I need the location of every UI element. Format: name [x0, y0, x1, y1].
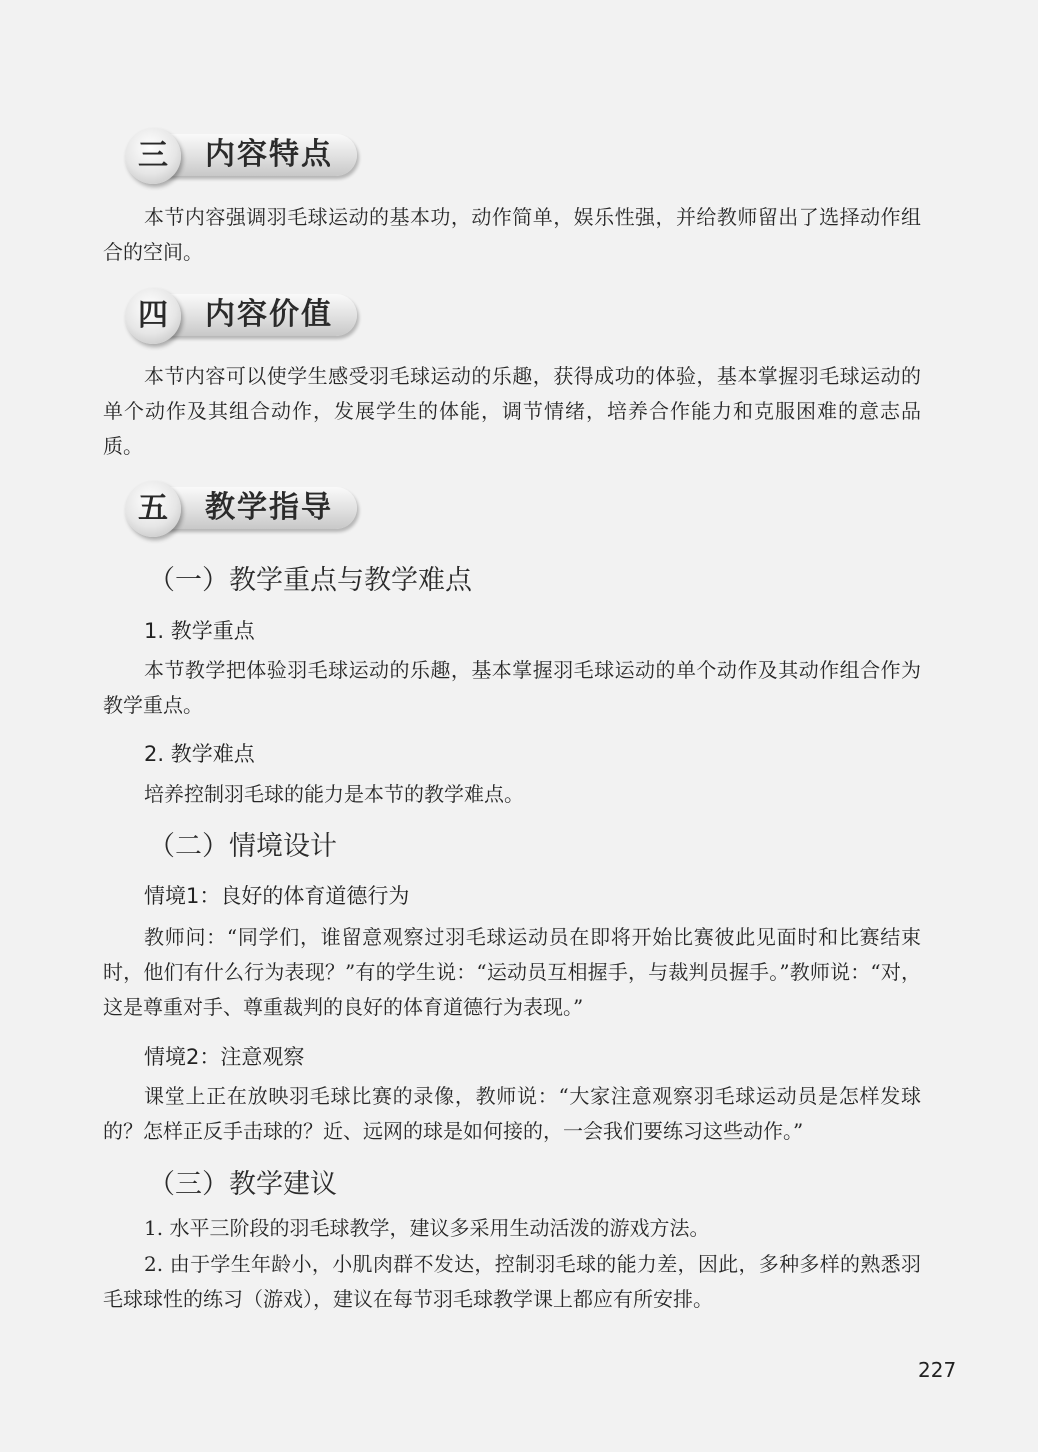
paragraph-difficulty: 培养控制羽毛球的能力是本节的教学难点。	[144, 782, 524, 806]
minor-heading-difficulty: 2. 教学难点	[144, 742, 255, 766]
paragraph-scenario-2: 课堂上正在放映羽毛球比赛的录像，教师说：“大家注意观察羽毛球运动员是怎样发球的？怎样正反手击球的？近、远网的球是如何接的，一会我们要练习这些动作。”	[103, 1084, 921, 1143]
section-number: 四	[125, 288, 181, 344]
subheading-teaching-suggestions: （三）教学建议	[148, 1169, 337, 1200]
paragraph-scenario-1: 教师问：“同学们，谁留意观察过羽毛球运动员在即将开始比赛彼此见面时和比赛结束时，他们有什么行为表现？”有的学生说：“运动员互相握手，与裁判员握手。”教师说：“对，这是尊重对手、尊重裁判的良好的体育道德行为表现。”	[103, 925, 921, 1019]
paragraph-key-points: 本节教学把体验羽毛球运动的乐趣，基本掌握羽毛球运动的单个动作及其动作组合作为教学重点。	[103, 658, 921, 717]
section-title: 内容价值	[205, 297, 333, 332]
minor-heading-scenario-1: 情境1：良好的体育道德行为	[144, 884, 410, 908]
section-title: 教学指导	[205, 490, 333, 525]
section-banner-5	[125, 481, 361, 539]
suggestion-2: 2. 由于学生年龄小，小肌肉群不发达，控制羽毛球的能力差，因此，多种多样的熟悉羽毛球球性的练习（游戏），建议在每节羽毛球教学课上都应有所安排。	[103, 1252, 921, 1311]
section-title: 内容特点	[205, 137, 333, 172]
suggestion-1: 1. 水平三阶段的羽毛球教学，建议多采用生动活泼的游戏方法。	[144, 1216, 710, 1240]
section-number: 五	[125, 481, 181, 537]
section-banner-4	[125, 288, 361, 346]
subheading-scenario-design: （二）情境设计	[148, 831, 337, 862]
subheading-key-and-difficulty: （一）教学重点与教学难点	[148, 565, 472, 596]
paragraph-content-value: 本节内容可以使学生感受羽毛球运动的乐趣，获得成功的体验，基本掌握羽毛球运动的单个动作及其组合动作，发展学生的体能，调节情绪，培养合作能力和克服困难的意志品质。	[103, 364, 921, 458]
page-number: 227	[918, 1358, 957, 1382]
paragraph-content-features: 本节内容强调羽毛球运动的基本功，动作简单，娱乐性强，并给教师留出了选择动作组合的空间。	[103, 205, 921, 264]
minor-heading-key-points: 1. 教学重点	[144, 619, 255, 643]
minor-heading-scenario-2: 情境2：注意观察	[144, 1045, 305, 1069]
section-number: 三	[125, 128, 181, 184]
section-banner-3	[125, 128, 361, 186]
